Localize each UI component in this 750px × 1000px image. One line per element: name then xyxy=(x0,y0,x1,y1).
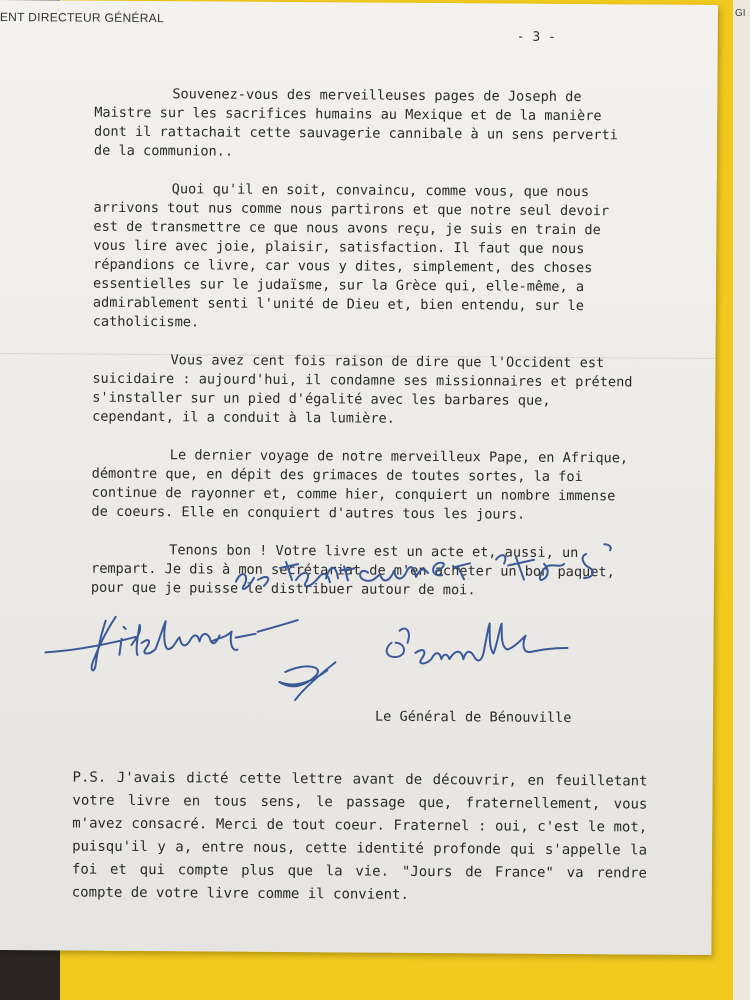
page-number: - 3 - xyxy=(516,29,556,45)
paragraph-3: Vous avez cent fois raison de dire que l'Occident est suicidaire : aujourd'hui, il condamne ses missionnaires et prétend s'installer sur un pied d'égalité avec les barbares que, cependant, il a conduit à la lumière. xyxy=(92,352,633,427)
letterhead: ENT DIRECTEUR GÉNÉRAL xyxy=(0,9,165,26)
adjacent-page-text: GI xyxy=(735,8,746,19)
adjacent-page-edge xyxy=(733,0,750,1000)
handwriting-line-2 xyxy=(45,616,297,672)
handwriting-signature xyxy=(279,622,568,702)
paragraph-2: Quoi qu'il en soit, convaincu, comme vous, que nous arrivons tout nus comme nous partirons et que notre seul devoir est de transmettre ce que nous avons reçu, je suis en train de vous lire avec joie, plaisir, satisfaction. Il faut que nous répandions ce livre, car vous y dites, simplement, des choses essentielles sur le judaïsme, sur la Grèce qui, elle-même, a admirablement senti l'unité de Dieu et, bien entendu, sur le catholicisme. xyxy=(92,181,610,331)
handwritten-closing xyxy=(0,520,714,705)
postscript: P.S. J'avais dicté cette lettre avant de découvrir, en feuilletant votre livre en tous sens, le passage que, fraternellement, vous m'avez consacré. Merci de tout coeur. Fraternel : oui, c'est le mot, puisqu'il y a, entre nous, cette identité profonde qui s'appelle la foi et qui compte plus que la vie. "Jours de France" va rendre compte de votre livre comme il convient. xyxy=(71,769,648,903)
handwriting-line-1 xyxy=(236,542,611,592)
paragraph-4: Le dernier voyage de notre merveilleux Pape, en Afrique, démontre que, en dépit des grimaces de toutes sortes, la foi continue de rayonner et, comme hier, conquiert un nombre immense de coeurs. Elle en conquiert d'autres tous les jours. xyxy=(91,447,629,523)
paragraph-1: Souvenez-vous des merveilleuses pages de Joseph de Maistre sur les sacrifices humains au Mexique et de la manière dont il rattachait cette sauvagerie cannibale à un sens perverti de la communion.. xyxy=(93,86,618,160)
paragraph-5: Tenons bon ! Votre livre est un acte et, aussi, un rempart. Je dis à mon secrétariat de m'en acheter un bon paquet, pour que je puisse le distribuer autour de moi. xyxy=(90,542,615,599)
typed-signature: Le Général de Bénouville xyxy=(374,708,572,727)
